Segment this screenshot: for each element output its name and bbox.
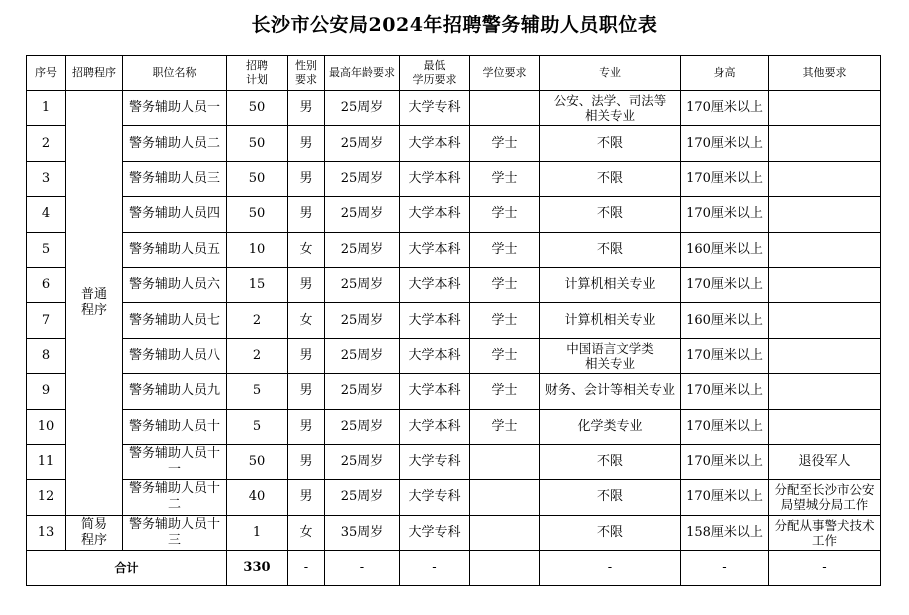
header-height: 身高 (681, 56, 769, 91)
cell-plan: 2 (227, 338, 288, 373)
cell-major-line: 公安、法学、司法等 (553, 93, 667, 109)
header-degree: 学位要求 (470, 56, 540, 91)
total-degree (470, 551, 540, 586)
table-header-row (27, 56, 881, 91)
cell-edu: 大学本科 (400, 303, 470, 338)
cell-gender: 男 (288, 409, 325, 444)
cell-gender: 男 (288, 338, 325, 373)
cell-position: 警务辅助人员五 (123, 232, 227, 267)
cell-major-line: 计算机相关专业 (564, 312, 656, 328)
header-plan (227, 56, 288, 91)
cell-major-line: 不限 (596, 524, 623, 540)
cell-age: 25周岁 (325, 374, 400, 409)
cell-major-line: 不限 (596, 206, 623, 222)
cell-age: 25周岁 (325, 338, 400, 373)
cell-edu: 大学专科 (400, 91, 470, 126)
cell-other (769, 303, 881, 338)
cell-major-line: 不限 (596, 170, 623, 186)
table-row (27, 91, 881, 126)
cell-degree (470, 480, 540, 515)
cell-seq: 8 (27, 338, 66, 373)
cell-age: 25周岁 (325, 161, 400, 196)
cell-gender: 男 (288, 161, 325, 196)
header-position: 职位名称 (123, 56, 227, 91)
cell-plan: 50 (227, 126, 288, 161)
procedure-simple-line: 简易 (80, 516, 107, 532)
total-height: - (681, 551, 769, 586)
cell-seq: 4 (27, 197, 66, 232)
cell-degree: 学士 (470, 232, 540, 267)
cell-seq: 6 (27, 267, 66, 302)
cell-degree: 学士 (470, 197, 540, 232)
cell-major-line: 化学类专业 (577, 418, 643, 434)
total-gender: - (288, 551, 325, 586)
cell-age: 25周岁 (325, 409, 400, 444)
cell-seq: 12 (27, 480, 66, 515)
table-row (27, 161, 881, 196)
cell-other (769, 480, 881, 515)
cell-age: 25周岁 (325, 444, 400, 479)
total-row (27, 551, 881, 586)
cell-plan: 50 (227, 444, 288, 479)
cell-seq: 10 (27, 409, 66, 444)
cell-gender: 男 (288, 267, 325, 302)
procedure-normal-cell (66, 91, 123, 516)
cell-age: 25周岁 (325, 267, 400, 302)
cell-other-line: 局望城分局工作 (780, 497, 869, 513)
cell-height: 170厘米以上 (681, 374, 769, 409)
cell-major (540, 374, 681, 409)
header-age: 最高年龄要求 (325, 56, 400, 91)
cell-height: 160厘米以上 (681, 232, 769, 267)
cell-major (540, 91, 681, 126)
cell-plan: 5 (227, 409, 288, 444)
cell-edu: 大学本科 (400, 267, 470, 302)
cell-degree: 学士 (470, 374, 540, 409)
table-row (27, 444, 881, 479)
table-row (27, 197, 881, 232)
table-row (27, 409, 881, 444)
table-row (27, 374, 881, 409)
procedure-simple-line: 程序 (80, 532, 107, 548)
cell-other-line: 退役军人 (798, 454, 851, 470)
cell-seq: 1 (27, 91, 66, 126)
total-label: 合计 (27, 551, 227, 586)
cell-plan: 2 (227, 303, 288, 338)
cell-other-line: 工作 (811, 532, 837, 548)
header-seq: 序号 (27, 56, 66, 91)
header-gender-line1: 性别 (295, 59, 317, 72)
cell-age: 25周岁 (325, 91, 400, 126)
header-edu (400, 56, 470, 91)
cell-major (540, 338, 681, 373)
cell-height: 170厘米以上 (681, 444, 769, 479)
cell-major-line: 相关专业 (584, 355, 635, 371)
procedure-simple-cell (66, 515, 123, 550)
cell-edu: 大学本科 (400, 232, 470, 267)
cell-height: 170厘米以上 (681, 126, 769, 161)
cell-edu: 大学专科 (400, 444, 470, 479)
cell-major (540, 480, 681, 515)
cell-plan: 40 (227, 480, 288, 515)
cell-height: 160厘米以上 (681, 303, 769, 338)
cell-major (540, 303, 681, 338)
cell-degree: 学士 (470, 409, 540, 444)
cell-plan: 50 (227, 91, 288, 126)
cell-position: 警务辅助人员七 (123, 303, 227, 338)
positions-table (26, 55, 881, 586)
cell-edu: 大学本科 (400, 338, 470, 373)
cell-degree (470, 444, 540, 479)
cell-position: 警务辅助人员九 (123, 374, 227, 409)
cell-position: 警务辅助人员四 (123, 197, 227, 232)
total-age: - (325, 551, 400, 586)
table-row (27, 267, 881, 302)
cell-gender: 女 (288, 303, 325, 338)
cell-other (769, 197, 881, 232)
cell-age: 25周岁 (325, 126, 400, 161)
table-row (27, 303, 881, 338)
cell-other (769, 126, 881, 161)
cell-major-line: 不限 (596, 489, 623, 505)
cell-gender: 男 (288, 444, 325, 479)
header-gender-line2: 要求 (295, 73, 317, 86)
cell-other (769, 91, 881, 126)
cell-seq: 2 (27, 126, 66, 161)
cell-gender: 男 (288, 374, 325, 409)
cell-gender: 女 (288, 515, 325, 550)
cell-major-line: 财务、会计等相关专业 (544, 383, 675, 399)
cell-age: 25周岁 (325, 303, 400, 338)
cell-major (540, 232, 681, 267)
page-title: 长沙市公安局2024年招聘警务辅助人员职位表 (251, 14, 658, 36)
cell-height: 170厘米以上 (681, 161, 769, 196)
cell-major-line: 计算机相关专业 (564, 277, 656, 293)
cell-major-line: 相关专业 (584, 108, 635, 124)
cell-height: 158厘米以上 (681, 515, 769, 550)
cell-edu: 大学本科 (400, 126, 470, 161)
header-plan-line1: 招聘 (246, 59, 268, 72)
cell-other-line: 分配至长沙市公安 (774, 482, 875, 498)
cell-edu: 大学专科 (400, 515, 470, 550)
cell-age: 35周岁 (325, 515, 400, 550)
cell-plan: 15 (227, 267, 288, 302)
cell-edu: 大学本科 (400, 374, 470, 409)
cell-height: 170厘米以上 (681, 197, 769, 232)
cell-seq: 9 (27, 374, 66, 409)
header-edu-line2: 学历要求 (412, 73, 457, 86)
total-other: - (769, 551, 881, 586)
header-edu-line1: 最低 (423, 59, 446, 72)
cell-edu: 大学专科 (400, 480, 470, 515)
cell-age: 25周岁 (325, 480, 400, 515)
header-procedure: 招聘程序 (66, 56, 123, 91)
header-gender (288, 56, 325, 91)
cell-major (540, 197, 681, 232)
header-plan-line2: 计划 (246, 73, 268, 86)
cell-gender: 男 (288, 91, 325, 126)
cell-plan: 50 (227, 197, 288, 232)
table-row (27, 338, 881, 373)
cell-position: 警务辅助人员十一 (123, 444, 227, 479)
procedure-normal-line: 普通 (80, 286, 107, 302)
cell-major (540, 409, 681, 444)
cell-height: 170厘米以上 (681, 409, 769, 444)
cell-major (540, 444, 681, 479)
cell-position: 警务辅助人员十 (123, 409, 227, 444)
cell-other (769, 409, 881, 444)
cell-degree: 学士 (470, 267, 540, 302)
cell-age: 25周岁 (325, 232, 400, 267)
cell-other (769, 374, 881, 409)
cell-degree (470, 515, 540, 550)
cell-height: 170厘米以上 (681, 338, 769, 373)
cell-major (540, 161, 681, 196)
cell-position: 警务辅助人员十三 (123, 515, 227, 550)
cell-position: 警务辅助人员三 (123, 161, 227, 196)
cell-major-line: 不限 (596, 135, 623, 151)
cell-seq: 3 (27, 161, 66, 196)
cell-other-line: 分配从事警犬技术 (774, 517, 875, 533)
table-row (27, 126, 881, 161)
header-major: 专业 (540, 56, 681, 91)
cell-edu: 大学本科 (400, 409, 470, 444)
cell-major (540, 267, 681, 302)
cell-gender: 男 (288, 126, 325, 161)
header-other: 其他要求 (769, 56, 881, 91)
cell-position: 警务辅助人员六 (123, 267, 227, 302)
cell-position: 警务辅助人员十二 (123, 480, 227, 515)
cell-seq: 11 (27, 444, 66, 479)
cell-age: 25周岁 (325, 197, 400, 232)
cell-major-line: 中国语言文学类 (566, 340, 654, 356)
cell-major (540, 126, 681, 161)
table-row (27, 232, 881, 267)
cell-plan: 1 (227, 515, 288, 550)
cell-gender: 男 (288, 197, 325, 232)
cell-other (769, 267, 881, 302)
cell-other (769, 232, 881, 267)
total-edu: - (400, 551, 470, 586)
cell-height: 170厘米以上 (681, 267, 769, 302)
cell-seq: 7 (27, 303, 66, 338)
cell-position: 警务辅助人员一 (123, 91, 227, 126)
cell-degree: 学士 (470, 161, 540, 196)
cell-degree: 学士 (470, 126, 540, 161)
cell-degree: 学士 (470, 303, 540, 338)
cell-other (769, 161, 881, 196)
cell-seq: 13 (27, 515, 66, 550)
cell-gender: 男 (288, 480, 325, 515)
total-plan: 330 (227, 551, 288, 586)
cell-plan: 10 (227, 232, 288, 267)
cell-degree (470, 91, 540, 126)
cell-seq: 5 (27, 232, 66, 267)
cell-position: 警务辅助人员八 (123, 338, 227, 373)
cell-major-line: 不限 (596, 454, 623, 470)
cell-plan: 5 (227, 374, 288, 409)
cell-degree: 学士 (470, 338, 540, 373)
cell-other (769, 338, 881, 373)
cell-other (769, 444, 881, 479)
total-major: - (540, 551, 681, 586)
cell-edu: 大学本科 (400, 197, 470, 232)
cell-plan: 50 (227, 161, 288, 196)
table-row (27, 480, 881, 515)
procedure-normal-line: 程序 (80, 302, 107, 318)
cell-edu: 大学本科 (400, 161, 470, 196)
cell-other (769, 515, 881, 550)
cell-position: 警务辅助人员二 (123, 126, 227, 161)
cell-major-line: 不限 (596, 241, 623, 257)
cell-height: 170厘米以上 (681, 480, 769, 515)
cell-height: 170厘米以上 (681, 91, 769, 126)
table-row (27, 515, 881, 550)
cell-gender: 女 (288, 232, 325, 267)
cell-major (540, 515, 681, 550)
